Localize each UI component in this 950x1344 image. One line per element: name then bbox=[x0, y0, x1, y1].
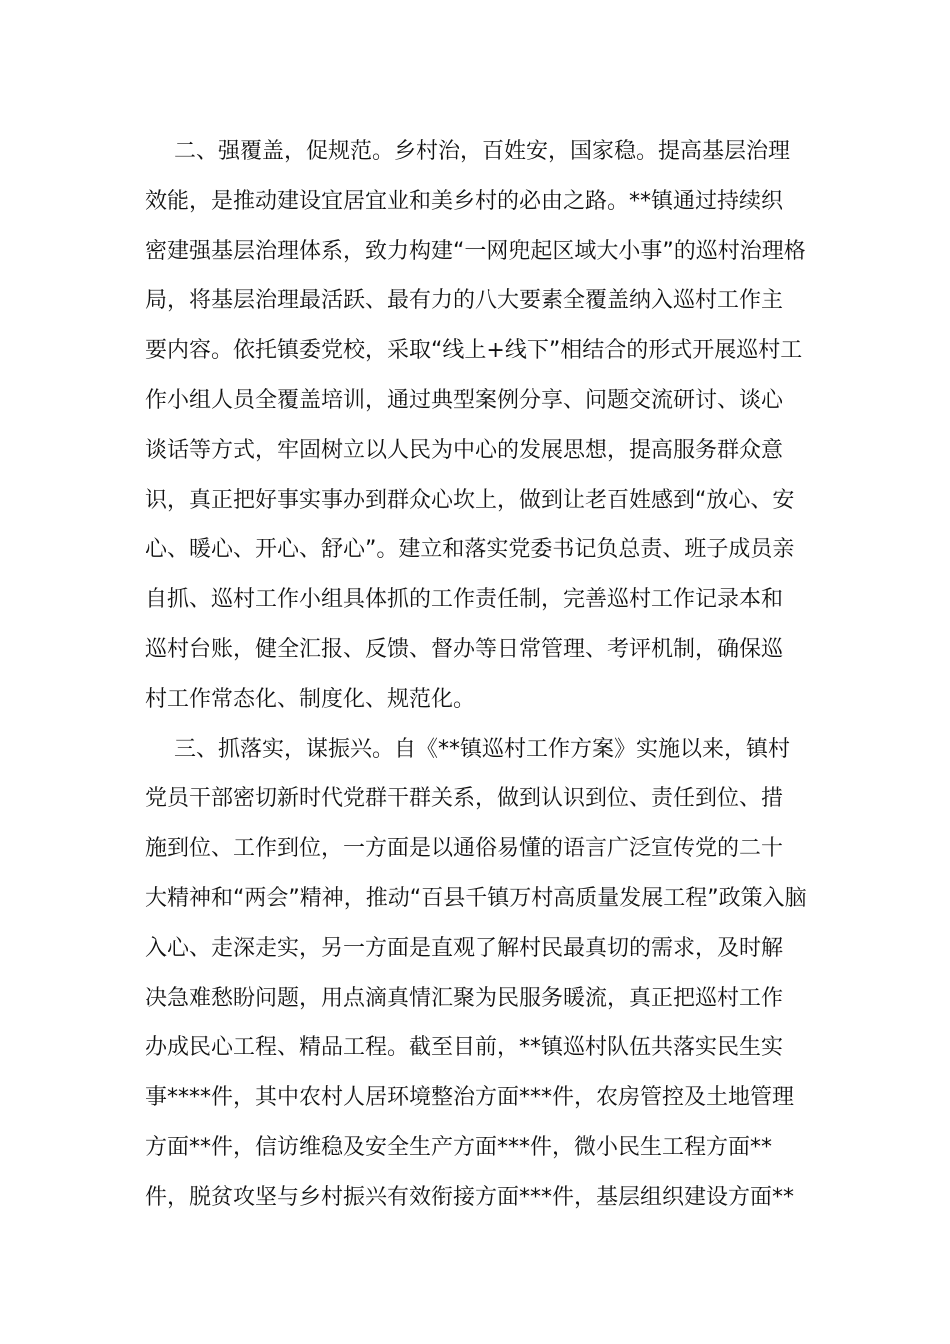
text-line: 识，真正把好事实事办到群众心坎上，做到让老百姓感到“放心、安 bbox=[145, 487, 795, 513]
text-line: 事****件，其中农村人居环境整治方面***件，农房管控及土地管理 bbox=[145, 1085, 795, 1111]
text-line: 村工作常态化、制度化、规范化。 bbox=[145, 686, 476, 712]
text-line: 党员干部密切新时代党群干群关系，做到认识到位、责任到位、措 bbox=[145, 786, 784, 812]
paragraph-implementation bbox=[145, 725, 809, 1223]
text-line: 方面**件，信访维稳及安全生产方面***件，微小民生工程方面** bbox=[145, 1134, 773, 1160]
text-line: 入心、走深走实，另一方面是直观了解村民最真切的需求，及时解 bbox=[145, 935, 784, 961]
text-line: 施到位、工作到位，一方面是以通俗易懂的语言广泛宣传党的二十 bbox=[145, 836, 784, 862]
text-line: 局，将基层治理最活跃、最有力的八大要素全覆盖纳入巡村工作主 bbox=[145, 288, 784, 314]
document-body bbox=[145, 127, 809, 1223]
text-line: 效能，是推动建设宜居宜业和美乡村的必由之路。**镇通过持续织 bbox=[145, 188, 784, 214]
text-line: 谈话等方式，牢固树立以人民为中心的发展思想，提高服务群众意 bbox=[145, 437, 784, 463]
text-line: 巡村台账，健全汇报、反馈、督办等日常管理、考评机制，确保巡 bbox=[145, 636, 784, 662]
text-line: 要内容。依托镇委党校，采取“线上+线下”相结合的形式开展巡村工 bbox=[145, 338, 803, 364]
text-line: 决急难愁盼问题，用点滴真情汇聚为民服务暖流，真正把巡村工作 bbox=[145, 985, 784, 1011]
text-line: 大精神和“两会”精神，推动“百县千镇万村高质量发展工程”政策入脑 bbox=[145, 885, 807, 911]
paragraph-strengthen-coverage bbox=[145, 127, 809, 725]
text-line: 三、抓落实，谋振兴。自《**镇巡村工作方案》实施以来，镇村 bbox=[174, 736, 791, 762]
text-line: 密建强基层治理体系，致力构建“一网兜起区域大小事”的巡村治理格 bbox=[145, 238, 806, 264]
text-line: 自抓、巡村工作小组具体抓的工作责任制，完善巡村工作记录本和 bbox=[145, 587, 784, 613]
text-line: 二、强覆盖，促规范。乡村治，百姓安，国家稳。提高基层治理 bbox=[174, 139, 791, 164]
text-line: 作小组人员全覆盖培训，通过典型案例分享、问题交流研讨、谈心 bbox=[145, 387, 784, 413]
text-line: 办成民心工程、精品工程。截至目前，**镇巡村队伍共落实民生实 bbox=[145, 1035, 784, 1061]
text-line: 件，脱贫攻坚与乡村振兴有效衔接方面***件，基层组织建设方面** bbox=[145, 1184, 795, 1210]
text-line: 心、暖心、开心、舒心”。建立和落实党委书记负总责、班子成员亲 bbox=[145, 537, 795, 563]
